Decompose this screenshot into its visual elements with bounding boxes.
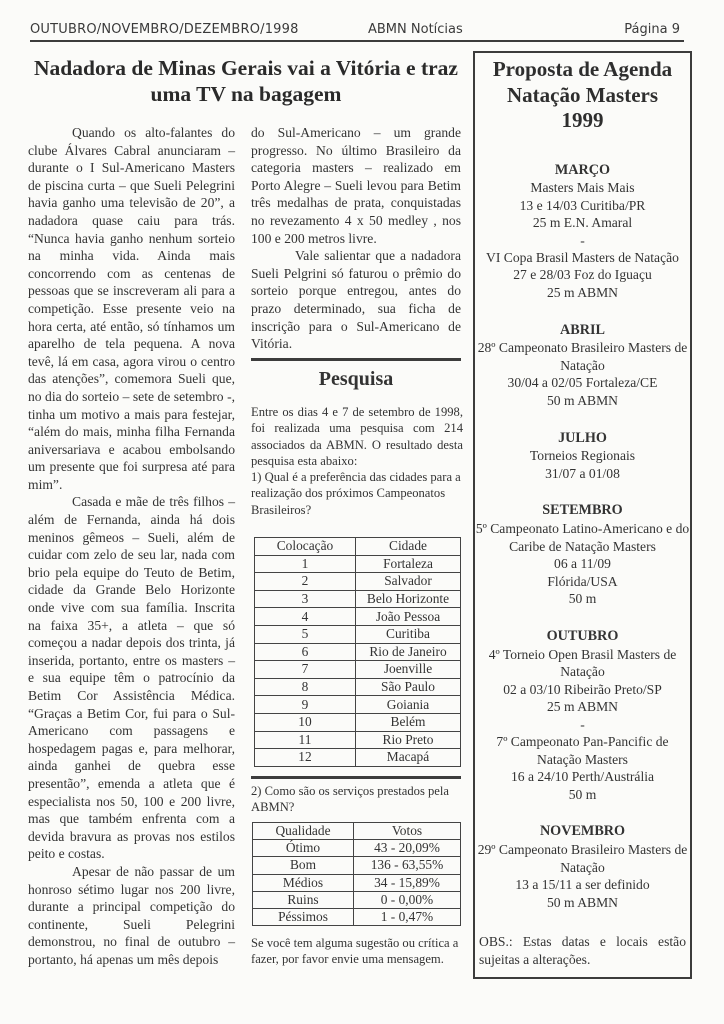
table-cell: Curitiba xyxy=(356,625,461,643)
article-column-1 xyxy=(28,124,235,969)
agenda-event xyxy=(475,520,690,608)
page-number: Página 9 xyxy=(624,22,680,37)
table-cell: 5 xyxy=(255,625,356,643)
table-cell: 12 xyxy=(255,749,356,767)
table-row xyxy=(253,908,461,925)
event-separator: - xyxy=(580,716,585,732)
survey-closing-note: Se você tem alguma sugestão ou crítica a fazer, por favor envie uma mensagem. xyxy=(251,936,459,967)
agenda-box xyxy=(473,51,692,979)
table-row xyxy=(255,555,461,573)
agenda-title-line: Proposta de Agenda xyxy=(492,57,673,81)
article-headline: Nadadora de Minas Gerais vai a Vitória e traz uma TV na bagagem xyxy=(34,56,458,106)
agenda-event-line: 4º Torneio Open Brasil Masters de Natação xyxy=(488,646,677,680)
agenda-event-line: 13 a 15/11 a ser definido xyxy=(515,877,650,893)
article-paragraph: Apesar de não passar de um honroso sétimo lugar nos 200 livre, durante a principal competição do continente, Sueli Pelegrini demonstrou, no final de outubro – portanto, há apenas um mês depois xyxy=(28,863,235,967)
table-cell: 6 xyxy=(255,643,356,661)
table-row xyxy=(253,891,461,908)
article-paragraph: Quando os alto-falantes do clube Álvares Cabral anunciaram – durante o I Sul-Americano Masters de piscina curta – que Sueli Pelegrini havia ganho uma televisão de 20”, a nadadora quase caiu para trás. “Nunca havia ganho nenhum sorteio na minha vida. Ainda mais concorrendo com as centenas de pessoas que se inscreveram ali para a competição. Esse presente veio na hora certa, até então, só tínhamos um aparelho de tela pequena. A nova tevê, lá em casa, agora virou o centro das atenções”, comemora Sueli que, no dia do sorteio – sete de setembro -, tinha um motivo a mais para festejar, “além do mais, minha filha Fernanda aniversariava e acabou embolsando um presente que foi surpresa até para mim”. xyxy=(28,125,235,492)
agenda-month-name: MARÇO xyxy=(554,161,611,178)
agenda-month-name: SETEMBRO xyxy=(542,502,623,519)
agenda-event-line: VI Copa Brasil Masters de Natação xyxy=(486,249,679,265)
table-row xyxy=(255,749,461,767)
table-cell: Belém xyxy=(356,713,461,731)
survey-title: Pesquisa xyxy=(318,368,394,390)
table-cell: 10 xyxy=(255,713,356,731)
agenda-event-line: 30/04 a 02/05 Fortaleza/CE xyxy=(507,375,658,391)
agenda-event-line: 25 m ABMN xyxy=(546,285,618,301)
table-cell: Ruins xyxy=(253,891,354,908)
table-cell: Goiania xyxy=(356,696,461,714)
table-cell: Rio de Janeiro xyxy=(356,643,461,661)
column-header: Cidade xyxy=(356,538,461,556)
table-row xyxy=(255,573,461,591)
table-cell: Bom xyxy=(253,857,354,874)
table-row xyxy=(255,590,461,608)
agenda-month xyxy=(475,322,690,410)
agenda-event xyxy=(475,733,690,803)
table-row xyxy=(253,874,461,891)
column-header: Votos xyxy=(354,823,461,840)
survey-question-1: 1) Qual é a preferência das cidades para a realização dos próximos Campeonatos Brasileiros? xyxy=(251,470,461,517)
section-divider xyxy=(251,358,461,361)
table-row xyxy=(255,661,461,679)
table-row xyxy=(253,857,461,874)
table-cell: 3 xyxy=(255,590,356,608)
agenda-event-line: Masters Mais Mais xyxy=(530,180,635,196)
table-cell: 34 - 15,89% xyxy=(354,874,461,891)
page-header xyxy=(30,20,684,42)
agenda-month xyxy=(475,162,690,302)
agenda-month xyxy=(475,628,690,803)
agenda-event xyxy=(475,447,690,482)
column-header: Colocação xyxy=(255,538,356,556)
cities-ranking-table xyxy=(254,537,461,767)
agenda-event-line: 29º Campeonato Brasileiro Masters de Natação xyxy=(477,841,688,875)
agenda-month-name: ABRIL xyxy=(560,321,605,338)
table-row xyxy=(255,643,461,661)
agenda-months xyxy=(475,162,690,912)
table-cell: 4 xyxy=(255,608,356,626)
agenda-event-line: 50 m ABMN xyxy=(546,894,618,910)
table-row xyxy=(255,625,461,643)
agenda-event-line: 31/07 a 01/08 xyxy=(545,465,620,481)
agenda-title xyxy=(475,57,690,134)
agenda-event-line: 25 m E.N. Amaral xyxy=(532,215,633,231)
table-cell: 43 - 20,09% xyxy=(354,840,461,857)
table-cell: Joenville xyxy=(356,661,461,679)
agenda-event xyxy=(475,841,690,911)
table-cell: Belo Horizonte xyxy=(356,590,461,608)
agenda-event-line: 5º Campeonato Latino-Americano e do Caribe de Natação Masters xyxy=(475,521,690,554)
agenda-event-line: 7º Campeonato Pan-Pancific de Natação Masters xyxy=(496,733,669,767)
service-rating-table xyxy=(252,822,461,926)
agenda-title-line: 1999 xyxy=(561,108,604,132)
table-cell: 1 - 0,47% xyxy=(354,908,461,925)
table-cell: 9 xyxy=(255,696,356,714)
agenda-event-line: Torneios Regionais xyxy=(529,448,636,464)
agenda-event xyxy=(475,249,690,302)
agenda-event-line: 25 m ABMN xyxy=(546,699,618,715)
table-cell: 2 xyxy=(255,573,356,591)
column-header: Qualidade xyxy=(253,823,354,840)
table-row xyxy=(255,608,461,626)
table-cell: 136 - 63,55% xyxy=(354,857,461,874)
table-cell: Médios xyxy=(253,874,354,891)
table-cell: Fortaleza xyxy=(356,555,461,573)
article-paragraph: Vale salientar que a nadadora Sueli Pelgrini só faturou o prêmio do sorteio porque entregou, antes do prazo determinado, sua ficha de inscrição para o Sul-Americano de Vitória. xyxy=(251,248,461,352)
publication-name: ABMN Notícias xyxy=(368,22,463,37)
table-cell: 11 xyxy=(255,731,356,749)
survey-question-2: 2) Como são os serviços prestados pela ABMN? xyxy=(251,784,449,815)
agenda-obs-note: OBS.: Estas datas e locais estão sujeitas a alterações. xyxy=(479,934,686,968)
table-cell: Macapá xyxy=(356,749,461,767)
agenda-event-line: 06 a 11/09 xyxy=(554,556,611,572)
table-cell: 7 xyxy=(255,661,356,679)
table-cell: Salvador xyxy=(356,573,461,591)
table-cell: Rio Preto xyxy=(356,731,461,749)
article-column-2 xyxy=(251,124,461,353)
table-row xyxy=(255,678,461,696)
table-cell: João Pessoa xyxy=(356,608,461,626)
survey-intro xyxy=(251,404,463,518)
agenda-event-line: 02 a 03/10 Ribeirão Preto/SP xyxy=(503,681,662,697)
table-cell: 8 xyxy=(255,678,356,696)
table-cell: Péssimos xyxy=(253,908,354,925)
agenda-event-line: 27 e 28/03 Foz do Iguaçu xyxy=(513,267,652,283)
agenda-event-line: 50 m ABMN xyxy=(546,393,618,409)
article-paragraph: do Sul-Americano – um grande progresso. No último Brasileiro da categoria masters – realizado em Porto Alegre – Sueli levou para Betim três medalhas de prata, conquistadas no revezamento 4 x 50 medley , nos 100 e 200 metros livre. xyxy=(251,125,461,246)
issue-date: OUTUBRO/NOVEMBRO/DEZEMBRO/1998 xyxy=(30,22,299,37)
agenda-month xyxy=(475,823,690,911)
agenda-event-line: 50 m xyxy=(568,786,597,802)
agenda-month-name: OUTUBRO xyxy=(546,627,619,644)
agenda-event xyxy=(475,646,690,716)
table-row xyxy=(255,696,461,714)
agenda-event xyxy=(475,179,690,232)
agenda-event-line: 16 a 24/10 Perth/Austrália xyxy=(510,769,655,785)
agenda-month xyxy=(475,502,690,608)
table-row xyxy=(255,713,461,731)
agenda-event-line: 13 e 14/03 Curitiba/PR xyxy=(519,197,646,213)
agenda-event xyxy=(475,339,690,409)
agenda-month xyxy=(475,430,690,483)
agenda-title-line: Natação Masters xyxy=(506,82,659,107)
article-paragraph: Casada e mãe de três filhos – além de Fernanda, ainda há dois meninos gêmeos – Sueli, além de cuidar com zelo de seu lar, nada com brio pela equipe do Teuto de Betim, cidade da Grande Belo Horizonte onde vive com sua família. Inscrita na faixa 35+, a atleta – que só começou a nadar depois dos trinta, já inserida, portanto, entre os masters – e sua equipe têm o patrocínio da Betim Cor Assistência Médica. “Graças a Betim Cor, fui para o Sul-Americano com passagens e hospedagem pagas e, para melhorar, ainda ganhei de quebra esse presentão”, emenda a atleta que é especialista nos 50, 100 e 200 livre, mas que também enfrenta com a devida bravura as provas nos estilos peito e costas. xyxy=(28,494,235,862)
survey-intro-text: Entre os dias 4 e 7 de setembro de 1998, foi realizada uma pesquisa com 214 associados da ABMN. O resultado desta pesquisa esta abaixo: xyxy=(251,405,463,468)
table-cell: 1 xyxy=(255,555,356,573)
table-row xyxy=(255,731,461,749)
table-cell: São Paulo xyxy=(356,678,461,696)
event-separator: - xyxy=(580,232,585,248)
agenda-month-name: JULHO xyxy=(558,429,607,446)
section-divider xyxy=(251,776,461,779)
agenda-event-line: 28º Campeonato Brasileiro Masters de Natação xyxy=(477,340,688,373)
agenda-event-line: 50 m xyxy=(568,591,597,607)
table-cell: 0 - 0,00% xyxy=(354,891,461,908)
agenda-month-name: NOVEMBRO xyxy=(539,823,626,840)
table-row xyxy=(253,840,461,857)
agenda-event-line: Flórida/USA xyxy=(547,573,618,589)
table-cell: Ótimo xyxy=(253,840,354,857)
